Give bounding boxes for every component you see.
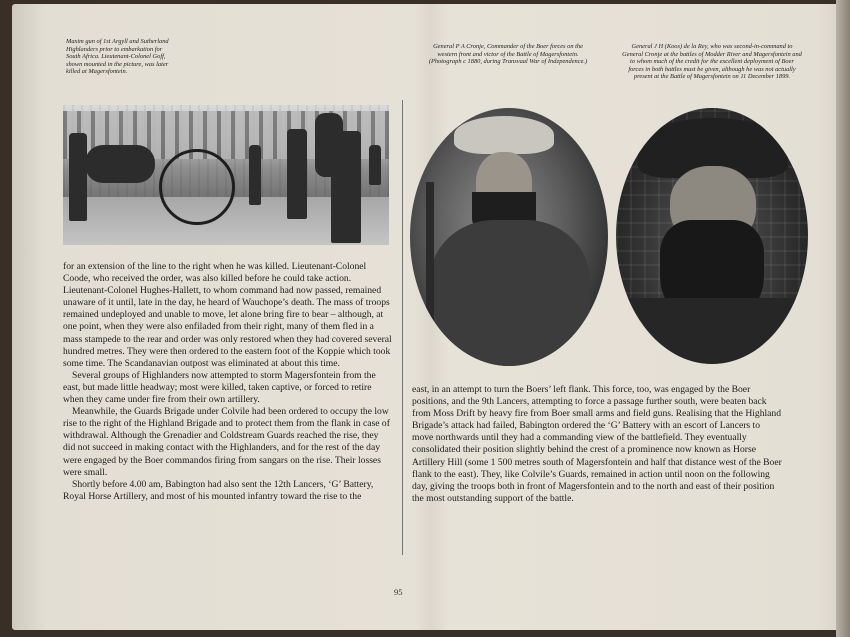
paragraph: Meanwhile, the Guards Brigade under Colvile had been ordered to occupy the low rise to the right of the Highland Brigade and to protect them from the flank in case of withdrawal. Although the Grenadier and Coldstream Guards reached the rise, they did not succeed in making contact with the Highlanders, and for the rest of the day were engaged by the Boer commandos firing from sangars on the rise. Their losses were small.	[63, 406, 390, 478]
caption-de-la-rey: General J H (Koos) de la Rey, who was second-in-command to General Cronje at the battles of Modder River and Magersfontein and to whom much of the credit for the excellent deployment of Boer forces in both battles must be given, although he was not actually present at the Battle of Magersfontein on 11 December 1899.	[622, 43, 802, 81]
rifle-shape	[426, 182, 434, 332]
soldier-figure	[369, 145, 381, 185]
coat-shape	[430, 220, 590, 366]
right-column-text	[412, 384, 782, 505]
page-number: 95	[394, 587, 403, 597]
hat-shape	[454, 116, 554, 154]
portrait-cronje	[410, 108, 608, 366]
soldier-figure	[331, 131, 361, 243]
paragraph: east, in an attempt to turn the Boers’ left flank. This force, too, was engaged by the Boer positions, and the 9th Lancers, attempting to force a passage further south, were beaten back from Moss Drift by heavy fire from Boer small arms and field guns. Realising that the Highland Brigade’s attack had failed, Babington ordered the ‘G’ Battery with an escort of Lancers to move northwards until they had a commanding view of the battlefield. They eventually consolidated their position slightly behind the crest of a prominence now known as Horse Artillery Hill (some 1 500 metres south of Magersfontein and half that distance west of the Boer flank to the east). They, like Colvile’s Guards, remained in action until noon on the following day, giving the troops both in front of Magersfontein and to the north and east of their position the most outstanding support of the battle.	[412, 384, 782, 504]
portrait-de-la-rey	[616, 108, 808, 364]
coat-shape	[626, 298, 798, 364]
horse-figure	[85, 145, 155, 183]
caption-maxim-gun: Maxim gun of 1st Argyll and Sutherland Highlanders prior to embarkation for South Africa. Lieutenant-Colonel Goff, shown mounted in the picture, was later killed at Magersfontein.	[66, 38, 169, 76]
photo-maxim-gun	[63, 105, 389, 245]
gun-wheel	[159, 149, 235, 225]
left-column-text	[63, 261, 393, 503]
paragraph: Several groups of Highlanders now attempted to storm Magersfontein from the east, but made little headway; most were killed, taken captive, or forced to retire when they came under fire from their own artillery.	[63, 369, 376, 406]
soldier-figure	[69, 133, 87, 221]
soldier-figure	[249, 145, 261, 205]
paragraph: for an extension of the line to the right when he was killed. Lieutenant-Colonel Coode, who received the order, was also killed before he could take action. Lieutenant-Colonel Hughes-Hallett, to whom command had now passed, remained unaware of it until, late in the day, he heard of Wauchope’s death. The mass of troops remained undeployed and unable to move, let alone bring fire to bear – although, at one point, when they were also enfiladed from their right, many of them fled in a mass stampede to the rear and order was only restored when they had covered several hundred metres. They were then ordered to the eastern foot of the Koppie which took some time. The Scandanavian outpost was eliminated at about this time.	[63, 261, 392, 369]
soldier-figure	[287, 129, 307, 219]
paragraph: Shortly before 4.00 am, Babington had also sent the 12th Lancers, ‘G’ Battery, Royal Horse Artillery, and most of his mounted infantry toward the rise to the	[63, 478, 374, 502]
column-divider	[402, 100, 403, 555]
caption-cronje: General P A Cronje, Commander of the Boer forces on the western front and victor of the Battle of Magersfontein. (Photograph c 1880, during Transvaal War of Independence.)	[428, 43, 588, 66]
book-edge	[836, 0, 850, 637]
